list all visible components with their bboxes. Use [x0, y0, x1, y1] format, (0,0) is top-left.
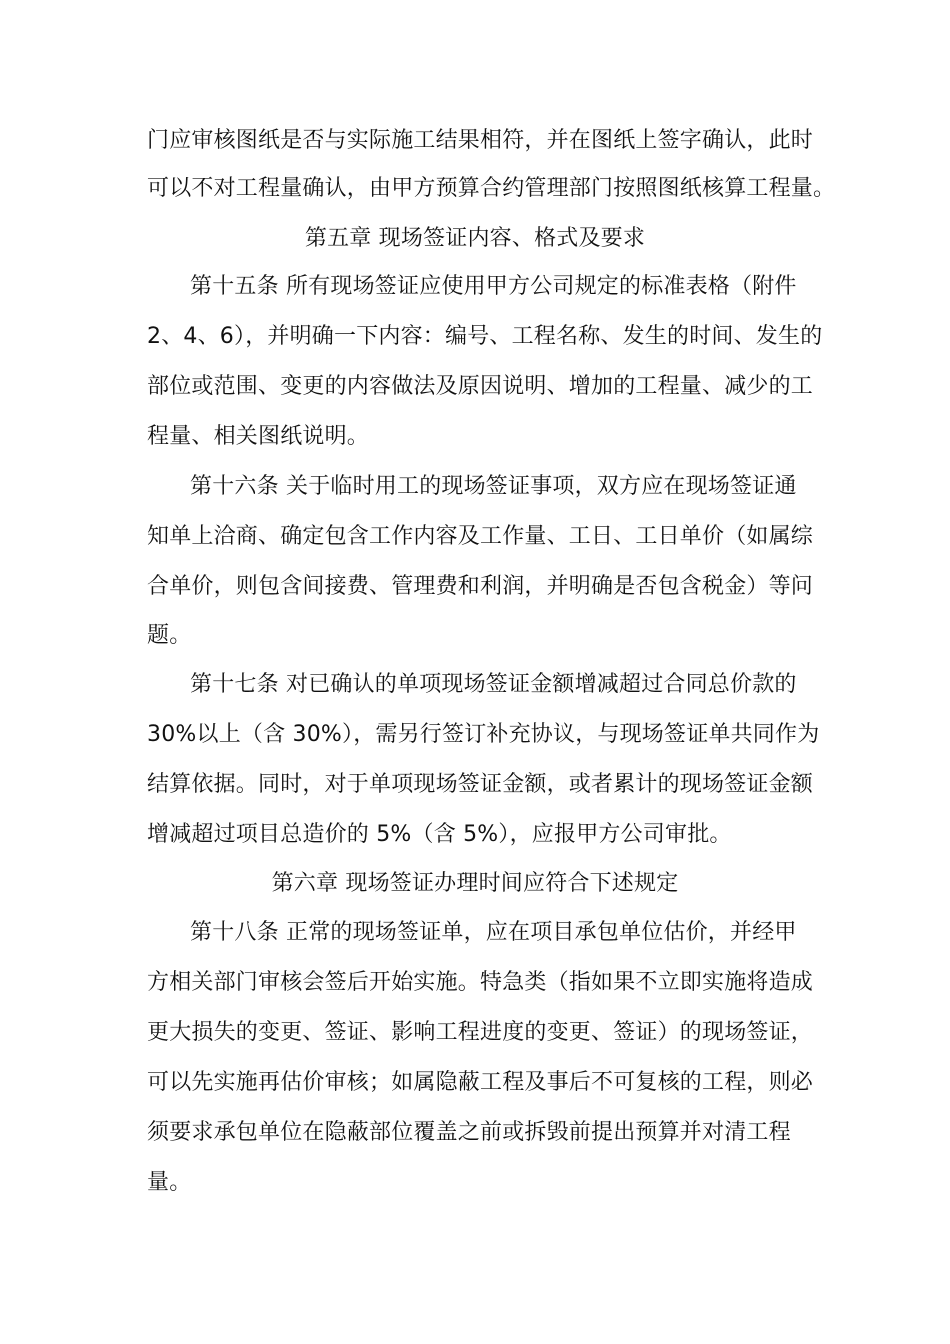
text-line: 结算依据。同时，对于单项现场签证金额，或者累计的现场签证金额 [147, 772, 814, 797]
text-line: 方相关部门审核会签后开始实施。特急类（指如果不立即实施将造成 [147, 970, 814, 995]
text-line: 更大损失的变更、签证、影响工程进度的变更、签证）的现场签证， [147, 1020, 814, 1045]
text-line: 2、4、6），并明确一下内容：编号、工程名称、发生的时间、发生的 [147, 324, 823, 349]
text-line: 增减超过项目总造价的 5%（含 5%），应报甲方公司审批。 [147, 822, 732, 847]
article-start-line: 第十七条 对已确认的单项现场签证金额增减超过合同总价款的 [190, 672, 797, 697]
text-line: 知单上洽商、确定包含工作内容及工作量、工日、工日单价（如属综 [147, 524, 814, 549]
text-line: 程量、相关图纸说明。 [147, 424, 370, 449]
text-line: 门应审核图纸是否与实际施工结果相符，并在图纸上签字确认，此时 [147, 128, 814, 153]
text-line: 30%以上（含 30%），需另行签订补充协议，与现场签证单共同作为 [147, 722, 820, 747]
text-line: 题。 [147, 623, 192, 648]
text-line: 可以先实施再估价审核；如属隐蔽工程及事后不可复核的工程，则必 [147, 1070, 814, 1095]
text-line: 部位或范围、变更的内容做法及原因说明、增加的工程量、减少的工 [147, 374, 814, 399]
text-line: 可以不对工程量确认，由甲方预算合约管理部门按照图纸核算工程量。 [147, 176, 836, 201]
text-line: 合单价，则包含间接费、管理费和利润，并明确是否包含税金）等问 [147, 574, 814, 599]
article-start-line: 第十六条 关于临时用工的现场签证事项，双方应在现场签证通 [190, 474, 797, 499]
chapter-heading: 第五章 现场签证内容、格式及要求 [304, 226, 646, 251]
chapter-heading: 第六章 现场签证办理时间应符合下述规定 [271, 871, 679, 896]
text-line: 须要求承包单位在隐蔽部位覆盖之前或拆毁前提出预算并对清工程 [147, 1120, 791, 1145]
article-start-line: 第十八条 正常的现场签证单，应在项目承包单位估价，并经甲 [190, 920, 797, 945]
text-line: 量。 [147, 1170, 192, 1195]
article-start-line: 第十五条 所有现场签证应使用甲方公司规定的标准表格（附件 [190, 274, 797, 299]
